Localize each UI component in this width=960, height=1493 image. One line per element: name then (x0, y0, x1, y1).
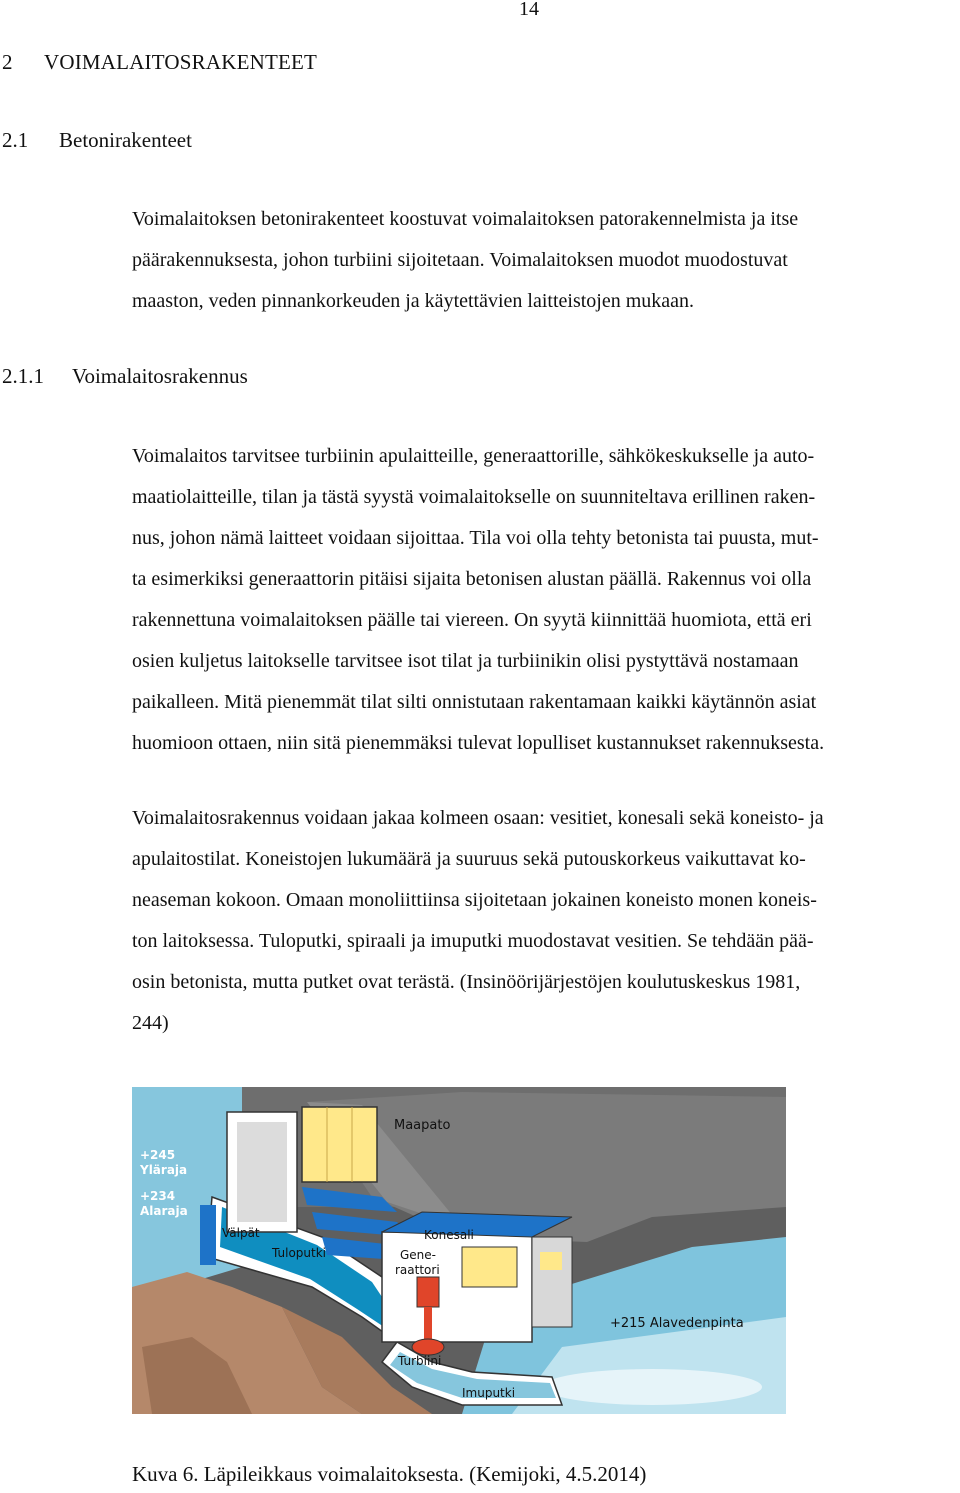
paragraph-line: ton laitoksessa. Tuloputki, spiraali ja imuputki muodostavat vesitien. Se tehdään pää- (132, 930, 814, 952)
paragraph-line: päärakennuksesta, johon turbiini sijoitetaan. Voimalaitoksen muodot muodostuvat (132, 249, 788, 271)
generaattori-label-1: Gene- (400, 1248, 436, 1262)
paragraph-line: osien kuljetus laitokselle tarvitsee isot tilat ja turbiinikin olisi pystyttävä nostamaan (132, 650, 799, 672)
paragraph-concrete-structures (132, 199, 960, 322)
water-foam (542, 1369, 762, 1405)
paragraph-line: maaston, veden pinnankorkeuden ja käytettävien laitteistojen mukaan. (132, 290, 695, 312)
page-number: 14 (519, 0, 539, 20)
subsection-title: Voimalaitosrakennus (72, 364, 248, 388)
maapato-label: Maapato (394, 1118, 451, 1133)
paragraph-line: huomioon ottaen, niin sitä pienemmäksi tulevat lopulliset kustannukset rakennuksesta. (132, 732, 825, 754)
paragraph-line: osin betonista, mutta putket ovat terästä. (Insinöörijärjestöjen koulutuskeskus 1981, (132, 971, 801, 993)
intake-hall-yellow (302, 1107, 377, 1182)
paragraph-line: maatiolaitteille, tilan ja tästä syystä voimalaitokselle on suunniteltava erillinen raken- (132, 486, 816, 508)
konesali-label: Konesali (424, 1228, 474, 1242)
paragraph-line: apulaitostilat. Koneistojen lukumäärä ja suuruus sekä putouskorkeus vaikuttavat ko- (132, 848, 806, 870)
turbiini-label: Turbiini (398, 1354, 442, 1368)
chapter-number: 2 (2, 50, 13, 74)
konesali-side-window (540, 1252, 562, 1270)
alaraja-label: Alaraja (140, 1204, 188, 1218)
intake-tower-inner (237, 1122, 287, 1222)
ylaraja-label: Yläraja (140, 1163, 188, 1177)
paragraph-line: Voimalaitosrakennus voidaan jakaa kolmeen osaan: vesitiet, konesali sekä koneisto- ja (132, 807, 824, 829)
paragraph-line: Voimalaitoksen betonirakenteet koostuvat voimalaitoksen patorakennelmista ja itse (132, 208, 799, 230)
alaraja-level-label: +234 (140, 1189, 176, 1203)
paragraph-line: neaseman kokoon. Omaan monoliittiinsa sijoitetaan jokainen koneisto monen koneis- (132, 889, 817, 911)
paragraph-line: Voimalaitos tarvitsee turbiinin apulaitteille, generaattorille, sähkökeskukselle ja auto- (132, 445, 815, 467)
power-plant-cross-section-figure (132, 1087, 786, 1414)
chapter-heading (2, 50, 317, 75)
paragraph-line: rakennettuna voimalaitoksen päälle tai viereen. On syytä kiinnittää huomiota, että eri (132, 609, 812, 631)
turbine-shaft (424, 1307, 432, 1342)
konesali-side (532, 1237, 572, 1327)
valpat-label: Välpät (222, 1226, 260, 1240)
paragraph-line: paikalleen. Mitä pienemmät tilat silti onnistutaan rakentamaan kaikki käytännön asiat (132, 691, 817, 713)
valpat-rack (200, 1205, 216, 1265)
ylaraja-level-label: +245 (140, 1148, 176, 1162)
subsection-number: 2.1.1 (2, 364, 44, 388)
konesali-yellow-room (462, 1247, 517, 1287)
paragraph-line: ta esimerkiksi generaattorin pitäisi sijaita betonisen alustan päällä. Rakennus voi olla (132, 568, 812, 590)
chapter-title: VOIMALAITOSRAKENTEET (44, 50, 318, 74)
generator-red (417, 1277, 439, 1307)
imuputki-label: Imuputki (462, 1386, 516, 1400)
section-number: 2.1 (2, 128, 29, 152)
subsection-heading (2, 364, 248, 389)
generaattori-label-2: raattori (395, 1263, 440, 1277)
paragraph-line: nus, johon nämä laitteet voidaan sijoittaa. Tila voi olla tehty betonista tai puusta, mut- (132, 527, 819, 549)
paragraph-power-house (132, 436, 960, 764)
turbine-runner (412, 1339, 444, 1355)
tuloputki-label: Tuloputki (272, 1246, 326, 1260)
paragraph-line: 244) (132, 1012, 169, 1034)
paragraph-power-house-parts (132, 798, 960, 1044)
figure-caption: Kuva 6. Läpileikkaus voimalaitoksesta. (Kemijoki, 4.5.2014) (132, 1462, 647, 1486)
power-plant-illustration (132, 1087, 786, 1414)
alavedenpinta-label: +215 Alavedenpinta (610, 1316, 744, 1331)
section-title: Betonirakenteet (59, 128, 192, 152)
section-heading (2, 128, 192, 153)
